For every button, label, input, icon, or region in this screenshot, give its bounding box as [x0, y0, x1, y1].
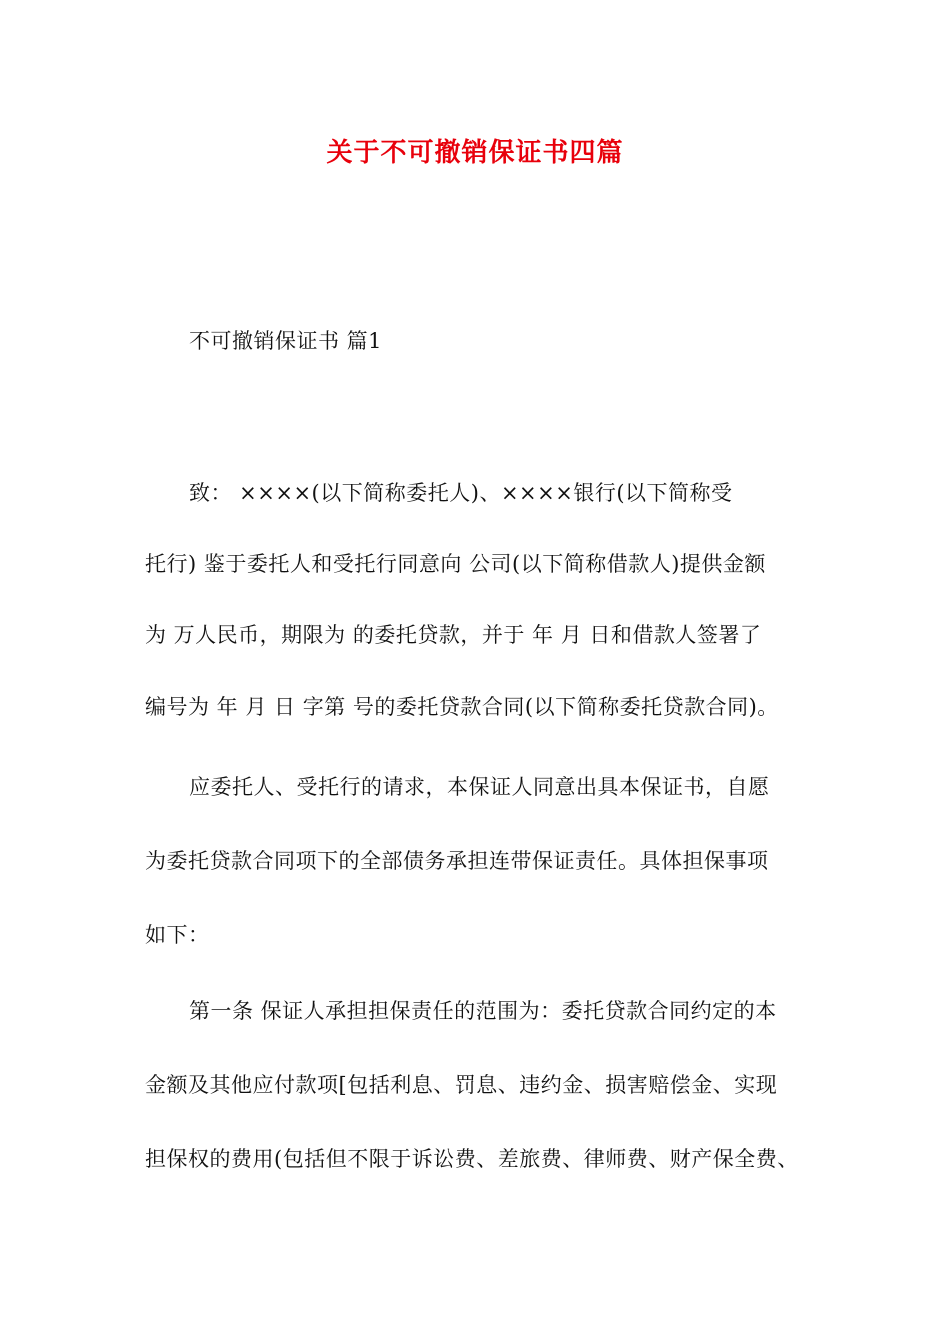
- section-heading: 不可撤销保证书 篇1: [189, 329, 383, 353]
- paragraph-line: 如下：: [145, 923, 210, 947]
- paragraph-line: 编号为 年 月 日 字第 号的委托贷款合同(以下简称委托贷款合同)。: [145, 695, 779, 719]
- paragraph-line: 担保权的费用(包括但不限于诉讼费、差旅费、律师费、财产保全费、: [145, 1147, 799, 1171]
- document-title: 关于不可撤销保证书四篇: [326, 138, 624, 168]
- paragraph-line: 为委托贷款合同项下的全部债务承担连带保证责任。具体担保事项: [145, 849, 769, 873]
- paragraph-line: 托行) 鉴于委托人和受托行同意向 公司(以下简称借款人)提供金额: [145, 552, 766, 576]
- paragraph-line: 为 万人民币，期限为 的委托贷款，并于 年 月 日和借款人签署了: [145, 623, 762, 647]
- paragraph-line: 金额及其他应付款项[包括利息、罚息、违约金、损害赔偿金、实现: [145, 1073, 778, 1097]
- paragraph-line: 致： ××××(以下简称委托人)、××××银行(以下简称受: [189, 481, 733, 505]
- paragraph-line: 第一条 保证人承担担保责任的范围为：委托贷款合同约定的本: [189, 999, 777, 1023]
- paragraph-line: 应委托人、受托行的请求，本保证人同意出具本保证书，自愿: [189, 775, 770, 799]
